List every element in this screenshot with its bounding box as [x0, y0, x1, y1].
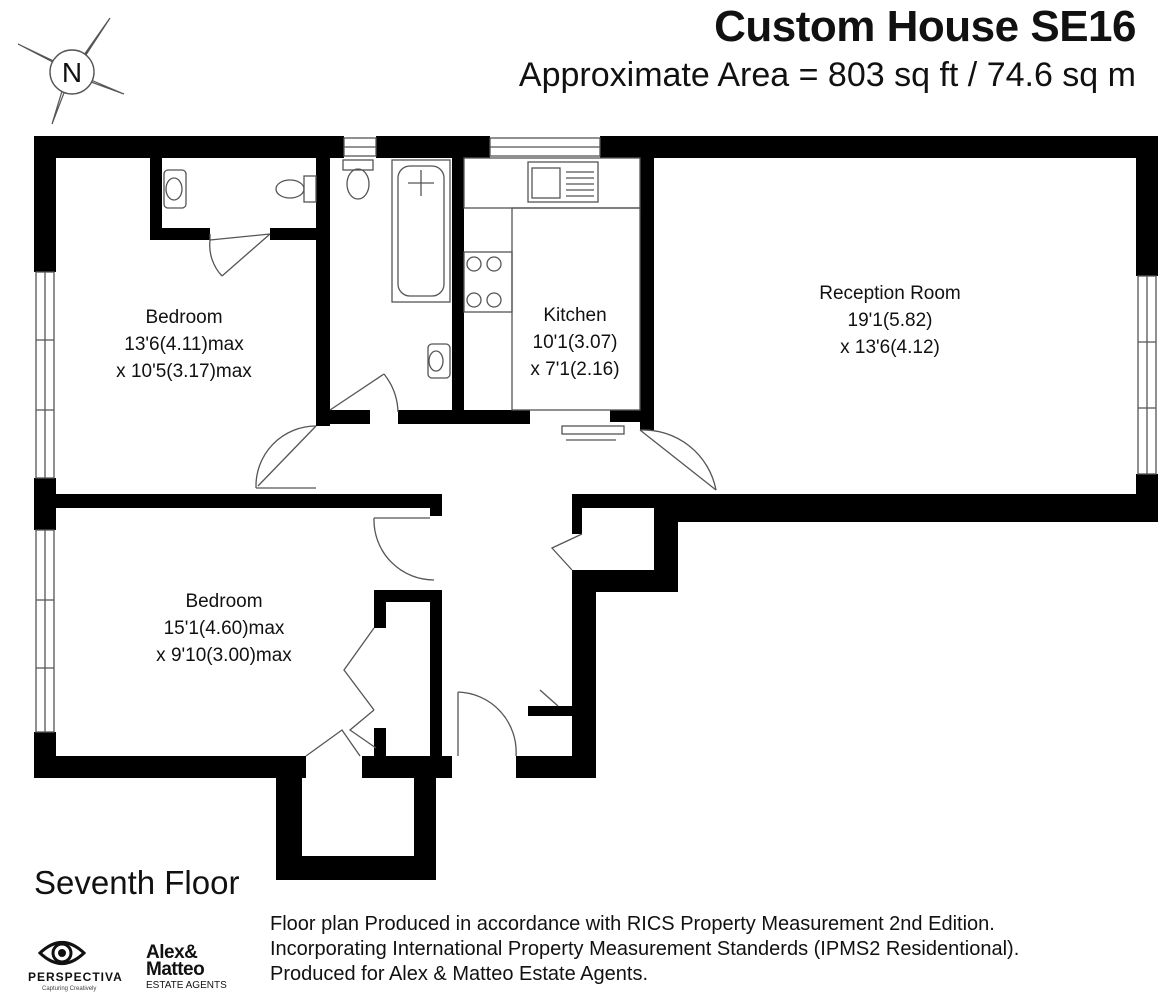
footer-notes [270, 912, 1019, 987]
perspectiva-logo-text: PERSPECTIVA [28, 970, 123, 984]
alex-matteo-tagline: ESTATE AGENTS [146, 980, 227, 991]
room-dimension: x 13'6(4.12) [840, 337, 940, 358]
room-kitchen [510, 302, 640, 383]
room-dimension: 15'1(4.60)max [163, 618, 285, 639]
room-dimension: x 9'10(3.00)max [156, 645, 292, 666]
compass-label: N [61, 57, 83, 88]
room-dimension: 19'1(5.82) [847, 310, 933, 331]
walls [34, 136, 1158, 880]
room-dimension: x 7'1(2.16) [530, 359, 620, 380]
footer-line: Floor plan Produced in accordance with RICS Property Measurement 2nd Edition. [270, 913, 995, 935]
eye-logo-icon [38, 936, 86, 970]
alex-matteo-logo-text: Alex& Matteo [146, 942, 205, 980]
room-dimension: 13'6(4.11)max [124, 334, 244, 355]
room-name: Kitchen [543, 305, 607, 326]
footer-line: Produced for Alex & Matteo Estate Agents. [270, 963, 648, 985]
room-dimension: 10'1(3.07) [532, 332, 618, 353]
page-title: Custom House SE16 [714, 2, 1136, 51]
room-name: Reception Room [819, 283, 961, 304]
room-name: Bedroom [145, 307, 223, 328]
room-name: Bedroom [185, 591, 263, 612]
area-summary: Approximate Area = 803 sq ft / 74.6 sq m [518, 56, 1136, 94]
footer-line: Incorporating International Property Measurement Standerds (IPMS2 Residentional). [270, 938, 1020, 960]
room-bedroom-1 [92, 304, 276, 385]
room-reception [780, 280, 1000, 361]
room-bedroom-2 [130, 588, 318, 669]
fixtures [164, 158, 640, 440]
floor-label: Seventh Floor [34, 864, 240, 901]
perspectiva-tagline: Capturing Creatively [42, 986, 97, 992]
room-dimension: x 10'5(3.17)max [116, 361, 252, 382]
